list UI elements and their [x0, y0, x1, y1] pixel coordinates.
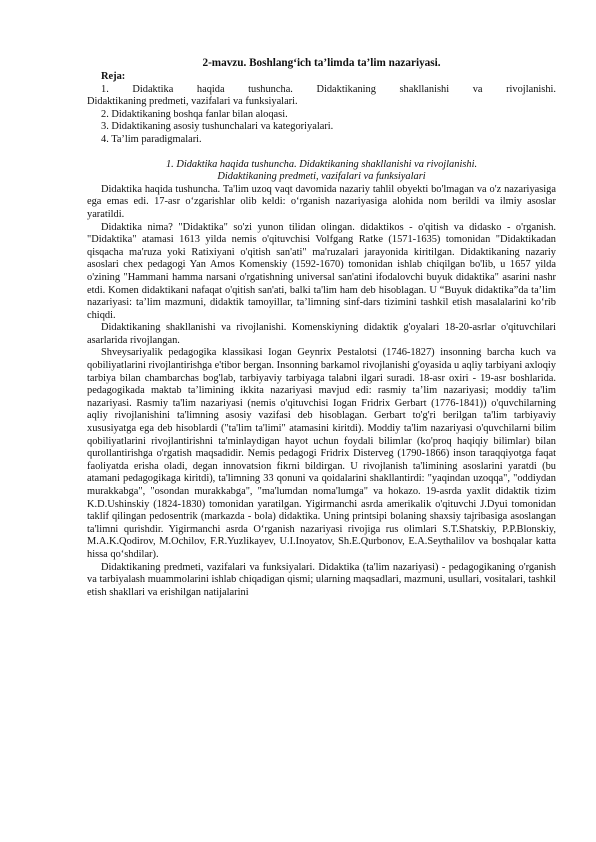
plan-item-1: 1. Didaktika haqida tushuncha. Didaktikaning shakllanishi va rivojlanishi.: [101, 83, 556, 95]
plan-item-2: 2. Didaktikaning boshqa fanlar bilan aloqasi.: [101, 108, 288, 120]
document-title: 2-mavzu. Boshlang‘ich ta’limda ta’lim nazariyasi.: [202, 57, 441, 69]
section-heading: 1. Didaktika haqida tushuncha. Didaktikaning shakllanishi va rivojlanishi.: [165, 158, 478, 170]
section-subheading: Didaktikaning predmeti, vazifalari va funksiyalari: [217, 171, 426, 183]
paragraph-1: Didaktika haqida tushuncha. Ta'lim uzoq vaqt davomida nazariy tahlil obyekti bo'lmagan va o'z nazariyasiga ega emas edi. 17-asr o‘zgarishlar olib keldi: o‘rganish nazariyasiga alohida nom berildi va ilmiy asoslar yaratildi.: [87, 183, 556, 220]
paragraph-2: Didaktika nima? "Didaktika" so'zi yunon tilidan olingan. didaktikos - o'qitish va didasko - o'rganish. "Didaktika" atamasi 1613 yilda nemis o'qituvchisi Volfgang Ratke (1571-1635) tomonidan "Didaktikadan qisqacha ma'ruza yoki Ratixiyani o'qitish san'ati" ma'ruzalari jarayonida kiritilgan. Didaktikaning nazariy asoslari chex pedagogi Yan Amos Komenskiy (1592-1670) tomonidan ishlab chiqilgan bo'lib, u 1657 yilda o'zining "Hammani hamma narsani o'rgatishning universal san'atini ifodalovchi buyuk didaktika" asarini nashr etdi. Komen didaktikani nafaqat o'qitish san'ati, balki ta'lim ham deb hisoblagan. U “Buyuk didaktika”da ta’lim nazariyasi: ta’lim mazmuni, didaktik tamoyillar, ta’limning sinf-dars tizimini tashkil etish masalalarini ko‘rib chiqdi.: [87, 221, 556, 321]
plan-item-3: 3. Didaktikaning asosiy tushunchalari va kategoriyalari.: [101, 121, 334, 133]
paragraph-4: Shveysariyalik pedagogika klassikasi Iogan Geynrix Pestalotsi (1746-1827) insonning barcha kuch va qobiliyatlarini rivojlantirishga e'tibor bergan. Insonning barkamol rivojlanishi g'oyasida u aqliy tarbiyani axloqiy tarbiya bilan chambarchas bog'lab, tarbiyaviy tarbiyaga talabni ilgari suradi. 18-asr oxiri - 19-asr boshlarida. pedagogikada maktab ta’limining ikkita nazariyasi mavjud edi: rasmiy ta’lim nazariyasi; moddiy ta'lim nazariyasi. Rasmiy ta'lim nazariyasi (nemis o'qituvchisi Iogan Fridrix Gerbart (1776-1841)) o'quvchilarning aqliy rivojlanishini ta'limning asosiy vazifasi deb hisoblagan. Gerbart to'g'ri berilgan ta'lim tarbiyaviy xususiyatga ega deb hisoblardi ("ta'lim ta'limi" atamasini kiritdi). Moddiy ta'lim nazariyasi o'quvchilarni bilim qobiliyatlarini rivojlantirishni ta'minlaydigan hayot uchun foydali bilimlar (ko'proq haqiqiy bilimlar) bilan qurollantirishga o'rgatish maqsadidir. Nemis pedagogi Fridrix Disterveg (1790-1866) inson taraqqiyotga faqat faoliyatda erisha oladi, degan innovatsion fikrni bildirgan. U rivojlanish ta'limining asoslarini yaratdi (bu atamani pedagogikaga kiritdi), ta'limning 33 qonuni va qoidalarini shakllantirdi: "yaqindan uzoqqa", "oddiydan murakkabga", "osondan murakkabga", "ma'lumdan noma'lumga" va hokazo. 19-asrda yaxlit didaktik tizim K.D.Ushinskiy (1824-1830) tomonidan yaratilgan. Yigirmanchi asrda amerikalik o'qituvchi J.Dyui tomonidan taklif qilingan pedosentrik (markazda - bola) didaktika. Uning printsipi bolaning shaxsiy tajribasiga asoslangan ta'limni qurishdir. Yigirmanchi asrda O‘rganish nazariyasi rivojiga rus olimlari S.T.Shatskiy, P.P.Blonskiy, M.A.K.Qodirov, M.Ochilov, F.R.Yuzlikayev, U.I.Inoyatov, Sh.E.Qurbonov, E.A.Seythalilov va boshqalar katta hissa qo‘shdilar).: [87, 347, 556, 560]
paragraph-3: Didaktikaning shakllanishi va rivojlanishi. Komenskiyning didaktik g'oyalari 18-20-asrlar o'qituvchilari asarlarida rivojlangan.: [87, 322, 556, 346]
spacer: [87, 147, 556, 159]
paragraph-5: Didaktikaning predmeti, vazifalari va funksiyalari. Didaktika (ta'lim nazariyasi) - pedagogikaning o'rganish va tarbiyalash muammolarini ishlab chiqadigan qismi; ularning maqsadlari, mazmuni, usullari, vositalari, tashkil etish shakllari va erishilgan natijalarini: [87, 561, 556, 598]
plan-label: Reja:: [101, 71, 126, 82]
plan-item-4: 4. Ta’lim paradigmalari.: [101, 133, 202, 145]
plan-item-1-continued: Didaktikaning predmeti, vazifalari va funksiyalari.: [87, 96, 298, 108]
